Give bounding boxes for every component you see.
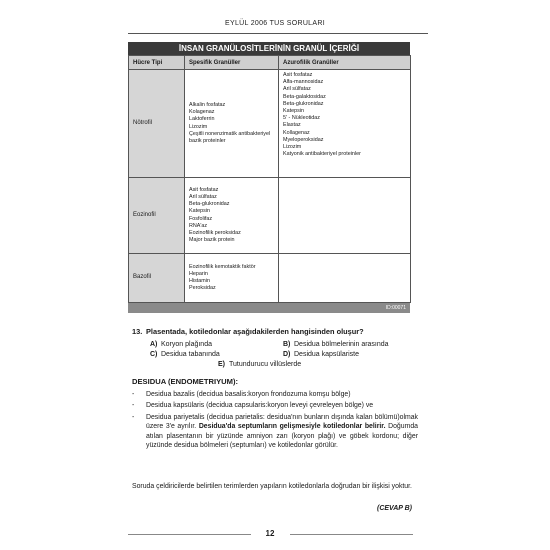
option-text: Tutunduruсu villüslerde xyxy=(229,361,302,368)
option-d xyxy=(283,351,359,358)
option-c xyxy=(150,351,220,358)
list-item xyxy=(132,401,418,410)
question-number: 13. xyxy=(132,327,143,336)
list-item: Myeloperoksidaz xyxy=(283,136,324,143)
azurophilic-granules xyxy=(279,178,411,254)
question-text: Plasentada, kotiledonlar aşağıdakilerden hangisinden oluşur? xyxy=(146,327,364,336)
page-header: EYLÜL 2006 TUS SORULARI xyxy=(225,20,325,27)
option-letter: D) xyxy=(283,351,291,358)
list-item: Asit fosfataz xyxy=(283,72,313,78)
table-id: ID:00071 xyxy=(128,303,410,313)
cell-type: Eozinofil xyxy=(129,178,185,254)
list-item: Alfa-mannosidaz xyxy=(283,79,324,86)
list-item: RNA'az xyxy=(189,222,208,229)
list-item: Aril sülfataz xyxy=(189,193,217,200)
list-item: Çeşitli nonenzimatik antibakteriyel bazik proteinler xyxy=(189,130,271,144)
list-item: Alkalin fosfataz xyxy=(189,101,226,108)
bullet-text: Desidua bazalis (decidua basalis:koryon frondozuma komşu bölge) xyxy=(146,391,351,398)
list-item: Katyonik antibakteriyel proteinler xyxy=(283,151,361,158)
option-text: Koryon plağında xyxy=(161,341,212,348)
cell-type: Nötrofil xyxy=(129,70,185,178)
option-letter: C) xyxy=(150,351,158,358)
option-a xyxy=(150,341,212,348)
table-row xyxy=(129,254,411,303)
explanation-bullets xyxy=(132,390,418,452)
option-text: Desidua kapsülariste xyxy=(294,351,359,358)
list-item: Laktoferrin xyxy=(189,116,215,123)
list-item: Aril sülfataz xyxy=(283,86,311,93)
option-text: Desidua bölmelerinin arasında xyxy=(294,341,389,348)
specific-granules xyxy=(185,70,279,178)
list-item: Histamin xyxy=(189,278,210,284)
option-letter: E) xyxy=(218,361,225,368)
list-item xyxy=(132,390,418,399)
option-letter: A) xyxy=(150,341,158,348)
option-b xyxy=(283,341,389,348)
azurophilic-granules xyxy=(279,70,411,178)
list-item: Asit fosfataz xyxy=(189,186,219,193)
question xyxy=(132,327,422,336)
table-title: İNSAN GRANÜLOSİTLERİNİN GRANÜL İÇERİĞİ xyxy=(128,42,410,55)
bullet-dash: - xyxy=(132,402,135,410)
answer-label: (CEVAP B) xyxy=(377,505,412,512)
list-item: Kolagenaz xyxy=(189,109,215,116)
bullet-text: Desidua kapsülaris (decidua capsularis:koryon leveyi çevreleyen bölge) ve xyxy=(146,402,374,410)
list-item: Lizozim xyxy=(189,123,208,130)
table-grid xyxy=(128,55,411,303)
explanation-paragraph: Soruda çeldiricilerde belirtilen terimlerden yapıların kotiledonlarla doğrudan bir ilişkisi yoktur. xyxy=(132,483,412,490)
bullet-bold-text: Desidua'da septumların gelişmesiyle kotiledonlar belirir. xyxy=(198,423,386,431)
list-item: Elastaz xyxy=(283,122,301,129)
column-header-specific: Spesifik Granüller xyxy=(185,56,279,70)
bullet-dash: - xyxy=(132,391,135,398)
list-item: Eozinofilik peroksidaz xyxy=(189,229,241,236)
list-item: Fosfolifaz xyxy=(189,215,213,222)
option-text: Desidua tabanında xyxy=(161,351,220,358)
list-item xyxy=(132,413,418,451)
azurophilic-granules xyxy=(279,254,411,303)
bullet-dash: - xyxy=(132,413,135,421)
list-item: Beta-glukronidaz xyxy=(189,201,230,208)
table-row xyxy=(129,70,411,178)
list-item: Heparin xyxy=(189,270,208,277)
list-item: Major bazik protein xyxy=(189,237,235,244)
footer-rule-right xyxy=(290,534,413,535)
option-e xyxy=(218,361,301,368)
cell-type: Bazofil xyxy=(129,254,185,303)
table-row xyxy=(129,178,411,254)
column-header-azurophilic: Azurofilik Granüller xyxy=(279,56,411,70)
footer-rule-left xyxy=(128,534,251,535)
granulocyte-table xyxy=(128,42,410,313)
list-item: Katepsin xyxy=(189,208,210,215)
list-item: Beta-glukronidaz xyxy=(283,100,324,107)
list-item: Katepsin xyxy=(283,108,304,115)
header-rule xyxy=(128,33,428,34)
bullet-text-cont: Doğumda atılan plasentanın bir yüzünde amniyon zarı (koryon plağı) ve göbek kordonu; diğer yüzünde desidua bölmeleri (septumları) ve kotiledonlar görülür. xyxy=(146,423,419,450)
specific-granules xyxy=(185,254,279,303)
specific-granules xyxy=(185,178,279,254)
list-item: 5' - Nükleotidaz xyxy=(283,115,320,122)
list-item: Peroksidaz xyxy=(189,285,216,292)
page-number: 12 xyxy=(265,529,275,538)
bullet-text: Desidua pariyetalis (decidua parietalis: desidua'nın bunların dışında kalan bölümü)olmak üzere 3'e ayrılır. xyxy=(146,413,418,431)
option-letter: B) xyxy=(283,341,291,348)
list-item: Lizozim xyxy=(283,144,302,151)
column-header-cell-type: Hücre Tipi xyxy=(129,56,185,70)
list-item: Eozinofilik kemotaktik faktör xyxy=(189,263,256,270)
list-item: Beta-galaktosidaz xyxy=(283,93,326,100)
list-item: Kollagenaz xyxy=(283,129,310,136)
explanation-title: DESIDUA (ENDOMETRIYUM): xyxy=(132,377,239,386)
